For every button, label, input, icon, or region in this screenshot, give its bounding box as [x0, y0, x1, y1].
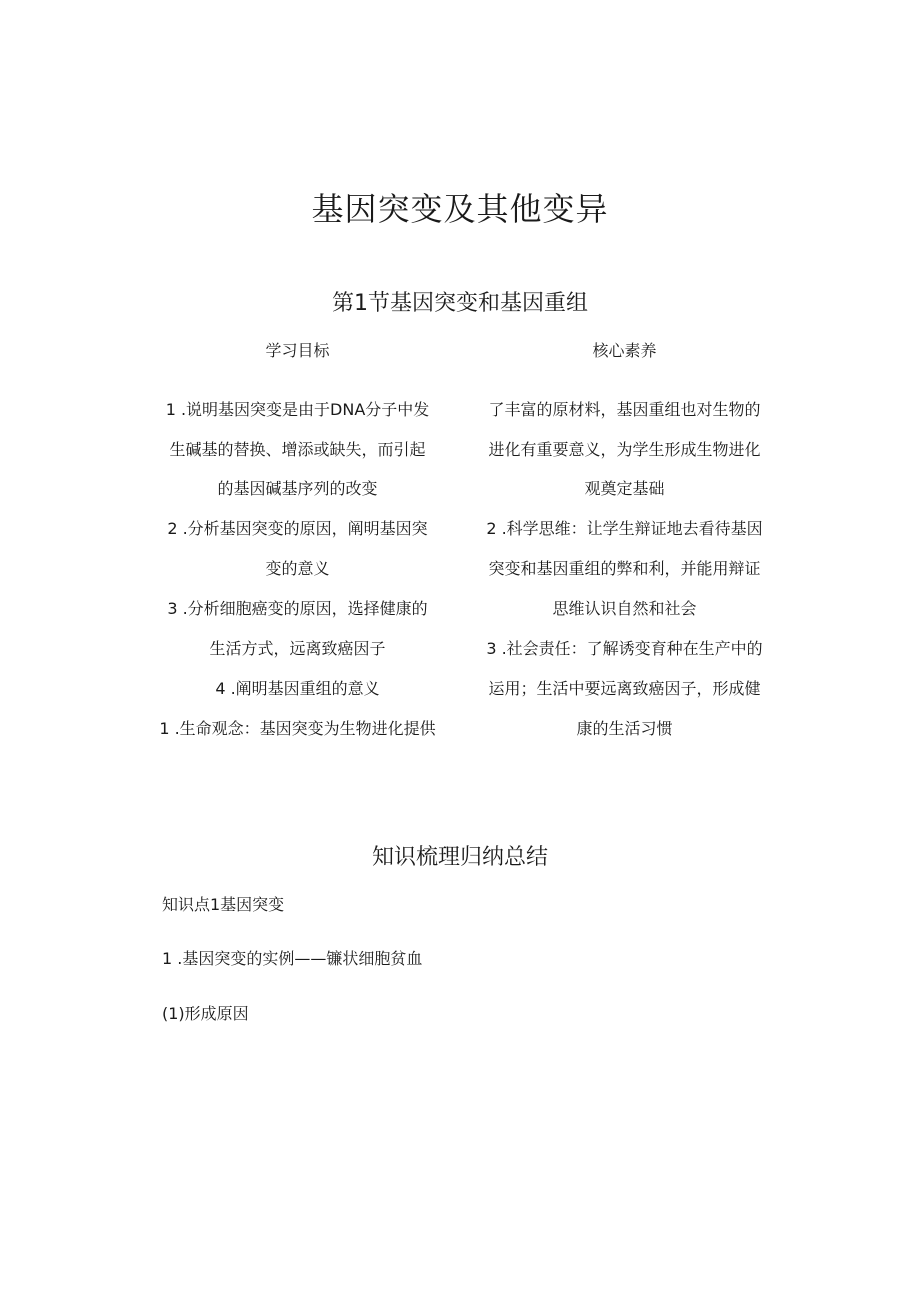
left-line: 2 .分析基因突变的原因，阐明基因突 — [167, 519, 428, 538]
learning-goals-heading: 学习目标 — [265, 341, 330, 360]
left-line: 生活方式，远离致癌因子 — [209, 639, 386, 658]
left-line: 3 .分析细胞癌变的原因，选择健康的 — [167, 599, 428, 618]
sub-item-cause: (1)形成原因 — [162, 1004, 249, 1023]
core-literacy-heading: 核心素养 — [592, 341, 657, 360]
right-line: 了丰富的原材料，基因重组也对生物的 — [488, 400, 761, 419]
left-line: 1 .生命观念：基因突变为生物进化提供 — [159, 719, 436, 738]
right-line: 观奠定基础 — [584, 479, 665, 498]
right-line: 思维认识自然和社会 — [552, 599, 697, 618]
knowledge-point-heading: 知识点1基因突变 — [162, 895, 285, 914]
knowledge-summary-heading: 知识梳理归纳总结 — [371, 845, 548, 870]
left-line: 4 .阐明基因重组的意义 — [215, 679, 380, 698]
example-item: 1 .基因突变的实例——镰状细胞贫血 — [162, 949, 423, 968]
right-line: 进化有重要意义，为学生形成生物进化 — [488, 440, 761, 459]
right-line: 康的生活习惯 — [576, 719, 673, 738]
right-line: 突变和基因重组的弊和利，并能用辩证 — [488, 559, 761, 578]
left-line: 的基因碱基序列的改变 — [217, 479, 378, 498]
left-line: 变的意义 — [265, 559, 330, 578]
right-line: 2 .科学思维：让学生辩证地去看待基因 — [486, 519, 763, 538]
right-line: 3 .社会责任：了解诱变育种在生产中的 — [486, 639, 763, 658]
left-line: 1 .说明基因突变是由于DNA分子中发 — [165, 400, 430, 419]
section-subtitle: 第1节基因突变和基因重组 — [332, 291, 588, 316]
left-line: 生碱基的替换、增添或缺失，而引起 — [169, 440, 426, 459]
document-title: 基因突变及其他变异 — [311, 190, 609, 228]
right-line: 运用；生活中要远离致癌因子，形成健 — [488, 679, 761, 698]
